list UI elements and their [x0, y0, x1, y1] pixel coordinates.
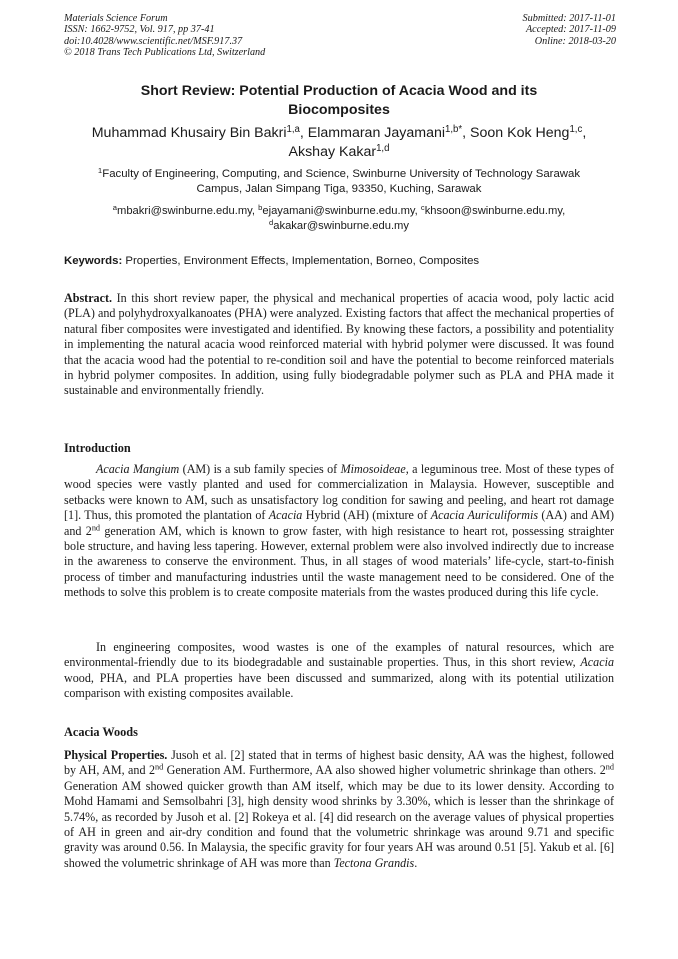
- submitted-date: Submitted: 2017-11-01: [522, 13, 616, 24]
- journal-issn: ISSN: 1662-9752, Vol. 917, pp 37-41: [64, 24, 215, 36]
- title-line-2: Biocomposites: [288, 102, 390, 118]
- author-name: Soon Kok Heng: [470, 125, 570, 141]
- author-sup: 1,c: [569, 123, 583, 135]
- subsection-label: Physical Properties.: [64, 748, 168, 762]
- keywords-label: Keywords:: [64, 255, 123, 267]
- author-name: Muhammad Khusairy Bin Bakri: [91, 125, 287, 141]
- title-line-1: Short Review: Potential Production of Acacia Wood and its: [140, 83, 538, 99]
- email-link[interactable]: ejayamani@swinburne.edu.my,: [262, 205, 421, 217]
- journal-info: [64, 13, 265, 59]
- submission-dates: [523, 13, 616, 47]
- email-link[interactable]: mbakri@swinburne.edu.my,: [117, 205, 259, 217]
- author-name: Elammaran Jayamani: [307, 125, 445, 141]
- keywords-text: Properties, Environment Effects, Implementation, Borneo, Composites: [122, 255, 480, 267]
- keywords: [64, 254, 616, 269]
- affiliation: [64, 167, 614, 197]
- email-link[interactable]: akakar@swinburne.edu.my: [273, 219, 409, 232]
- author-sup: 1,d: [376, 142, 390, 154]
- author-sup: 1,b*: [445, 123, 463, 135]
- online-date: Online: 2018-03-20: [534, 35, 616, 47]
- abstract: [64, 291, 614, 399]
- author-emails: $^a$mbakri@swinburne.edu.my, $^b$ejayamani@swinburne.edu.my, $^c$khsoon@swinburne.edu.my, $^d$akakar@swinburne.edu.my: [112, 203, 566, 232]
- affiliation-line-2: Campus, Jalan Simpang Tiga, 93350, Kuching, Sarawak: [196, 183, 482, 195]
- introduction-paragraph-2: In engineering composites, wood wastes is one of the examples of natural resources, which are environmental-friendly due to its biodegradable and sustainable properties. Thus, in this short review, Acacia wood, PHA, and PLA properties have been discussed and summarized, along with its potential utilization comparison with existing composites available.: [64, 640, 614, 701]
- abstract-text: In this short review paper, the physical and mechanical properties of acacia wood, poly lactic acid (PLA) and polyhydroxyalkanoates (PHA) were analyzed. Existing factors that affect the mechanical properties of natural fiber composites were investigated and identified. By knowing these factors, a possibility and potentiality in implementing the natural acacia wood reinforced material with hybrid polymer were discussed. It was found that the acacia wood had the potential to re-condition soil and have the potential to become reinforced materials in hybrid polymer composites. In addition, using fully biodegradable polymer such as PLA and PHA made it sustainable and environmentally friendly.: [64, 291, 614, 398]
- introduction-paragraph-1: Acacia Mangium (AM) is a sub family species of Mimosoideae, a leguminous tree. Most of these types of wood species were vastly planted and used for commercialization in Malaysia. However, susceptible and setbacks were known to AM, such as unsatisfactory log condition for sawing and peeling, and heart rot damage [1]. Thus, this promoted the plantation of Acacia Hybrid (AH) (mixture of Acacia Auriculiformis (AA) and AM) and 2nd generation AM, which is known to grow faster, with high resistance to heart rot, possessing straighter bole structure, and having less tapering. However, external problem were also involved indirectly due to increase in the awareness to conserve the environment. Thus, in all stages of wood materials’ life-cycle, start-to-finish process of timber and manufacturing industries until the waste management need to be considered. One of the methods to solve this problem is to create composite materials from the wastes produced during this life cycle.: [64, 462, 615, 600]
- journal-name: Materials Science Forum: [64, 13, 168, 24]
- author-sup: 1,a: [286, 123, 300, 135]
- section-heading-acacia-woods: Acacia Woods: [64, 725, 138, 739]
- physical-properties-paragraph: Physical Properties. Jusoh et al. [2] stated that in terms of highest basic density, AA was the highest, followed by AH, AM, and 2nd Generation AM. Furthermore, AA also showed higher volumetric shrinkage than others. 2nd Generation AM showed quicker growth than AM itself, which may be due to its lower density. According to Mohd Hamami and Semsolbahri [3], high density wood shrinks by 3.30%, which is lesser than the shrinkage of 5.74%, as recorded by Jusoh et al. [2] Rokeya et al. [4] did research on the average values of physical properties of AH in green and air-dry condition and found that the volumetric shrinkage was around 9.71 and specific gravity was around 0.56. In Malaysia, the specific gravity for four years AH was around 0.51 [5]. Yakub et al. [6] showed the volumetric shrinkage of AH was more than Tectona Grandis.: [64, 748, 614, 870]
- accepted-date: Accepted: 2017-11-09: [525, 24, 616, 36]
- email-link[interactable]: khsoon@swinburne.edu.my,: [424, 205, 566, 217]
- author-name: Akshay Kakar: [288, 144, 377, 160]
- journal-doi: doi:10.4028/www.scientific.net/MSF.917.37: [64, 35, 243, 47]
- affiliation-line-1: Faculty of Engineering, Computing, and Science, Swinburne University of Technology Sarawak: [102, 168, 581, 180]
- section-heading-introduction: Introduction: [64, 441, 131, 455]
- affiliation-sup: 1: [97, 165, 103, 175]
- abstract-label: Abstract.: [64, 291, 113, 305]
- journal-copyright: © 2018 Trans Tech Publications Ltd, Switzerland: [64, 47, 266, 59]
- author-list: Muhammad Khusairy Bin Bakri$^{1,a}$, Elammaran Jayamani$^{1,b*}$, Soon Kok Heng$^{1,c}$, Akshay Kakar$^{1,d}$: [91, 123, 587, 160]
- paper-title: [64, 82, 614, 120]
